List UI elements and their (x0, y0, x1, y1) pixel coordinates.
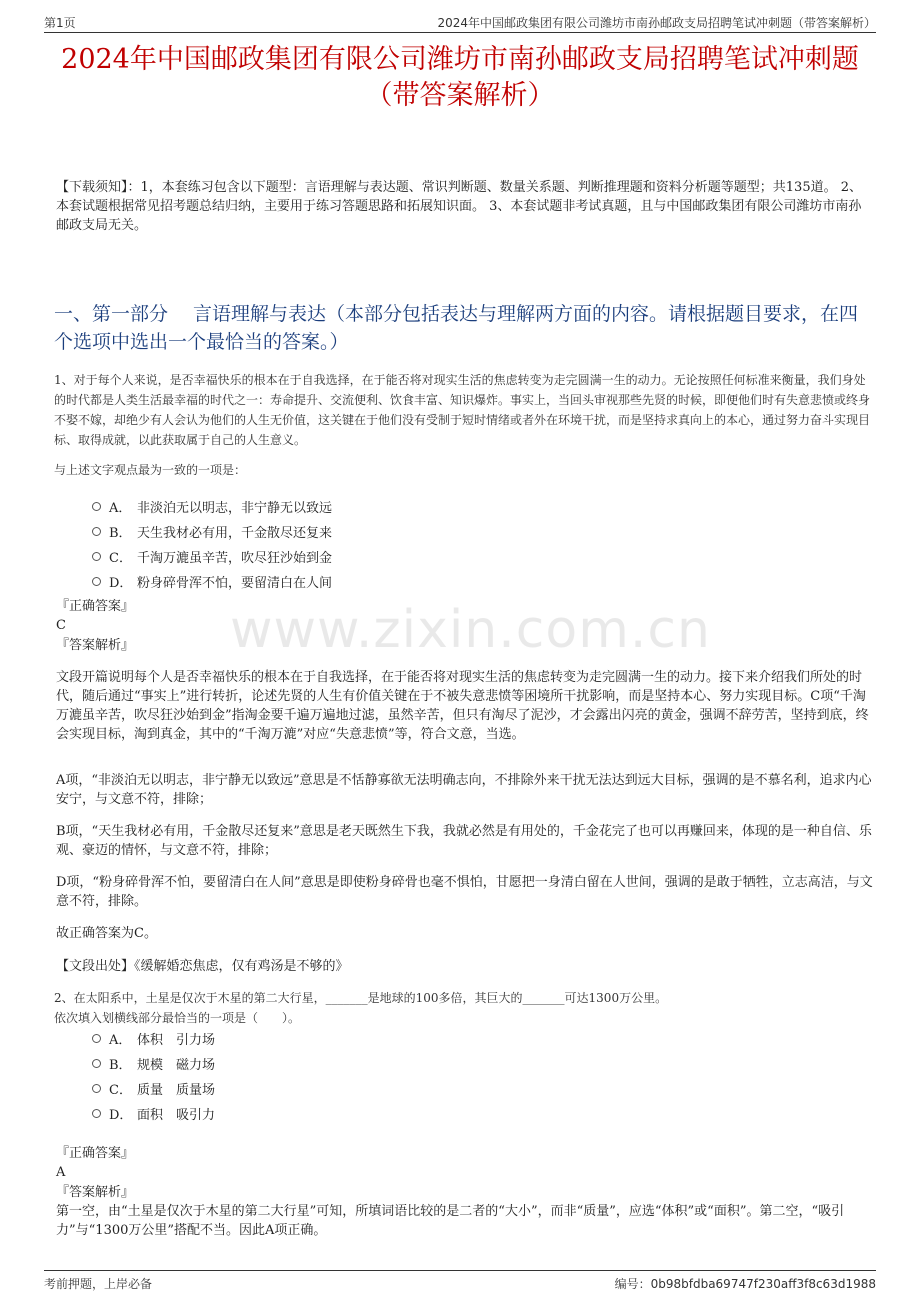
answer-value: C (56, 618, 66, 633)
analysis-paragraph: B项，“天生我材必有用，千金散尽还复来”意思是老天既然生下我，我就必然是有用处的，千金花完了也可以再赚回来，体现的是一种自信、乐观、豪迈的情怀，与文意不符，排除； (56, 824, 872, 858)
page-number: 第1页 (44, 16, 76, 30)
question-1-stem: 1、对于每个人来说，是否幸福快乐的根本在于自我选择，在于能否将对现实生活的焦虑转变为走完圆满一生的动力。无论按照任何标准来衡量，我们身处的时代都是人类生活最幸福的时代之一：寿命提升、交流便利、饮食丰富、知识爆炸。事实上，当回头审视那些先贤的时候，即便他们时有失意悲愤或终身不娶不嫁，却绝少有人会认为他们的人生无价值，这关键在于他们没有受制于短时情绪或者外在环境干扰，而是坚持求真向上的本心，通过努力奋斗实现目标、取得成就，以此获取属于自己的人生意义。 (54, 373, 871, 447)
radio-icon[interactable] (92, 1034, 101, 1043)
question-1-options (92, 494, 332, 594)
watermark: www.zixin.com.cn (230, 600, 711, 660)
option-a[interactable]: A． 非淡泊无以明志，非宁静无以致远 (92, 494, 332, 519)
radio-icon[interactable] (92, 1059, 101, 1068)
download-notice: 【下载须知】：1，本套练习包含以下题型：言语理解与表达题、常识判断题、数量关系题、判断推理题和资料分析题等题型；共135道。 2、本套试题根据常见招考题总结归纳，主要用于练习答题思路和拓展知识面。 3、本套试题非考试真题，且与中国邮政集团有限公司潍坊市南孙邮政支局无关。 (56, 180, 862, 233)
page-header (44, 10, 876, 33)
answer-label: 『正确答案』 (56, 1146, 135, 1161)
question-2-stem: 2、在太阳系中，土星是仅次于木星的第二大行星，_______是地球的100多倍，其巨大的_______可达1300万公里。 (54, 991, 668, 1005)
option-a[interactable]: A． 体积 引力场 (92, 1026, 215, 1051)
footer-slogan: 考前押题，上岸必备 (44, 1277, 153, 1291)
answer-value: A (56, 1165, 66, 1180)
option-d[interactable]: D． 面积 吸引力 (92, 1101, 215, 1126)
radio-icon[interactable] (92, 502, 101, 511)
option-d[interactable]: D． 粉身碎骨浑不怕，要留清白在人间 (92, 569, 332, 594)
question-2-options (92, 1026, 215, 1126)
radio-icon[interactable] (92, 552, 101, 561)
option-c[interactable]: C． 质量 质量场 (92, 1076, 215, 1101)
analysis-paragraph: 文段开篇说明每个人是否幸福快乐的根本在于自我选择，在于能否将对现实生活的焦虑转变为走完圆满一生的动力。接下来介绍我们所处的时代，随后通过“事实上”进行转折，论述先贤的人生有价值关键在于不被失意悲愤等困境所干扰影响，而是坚持本心、努力实现目标。C项“千淘万漉虽辛苦，吹尽狂沙始到金”指淘金要千遍万遍地过滤，虽然辛苦，但只有淘尽了泥沙，才会露出闪亮的黄金，强调不辞劳苦，坚持到底，终会实现目标，淘到真金，其中的“千淘万漉”对应“失意悲愤”等，符合文意，当选。 (56, 670, 869, 742)
radio-icon[interactable] (92, 1109, 101, 1118)
page-footer (44, 1270, 876, 1293)
question-2-prompt: 依次填入划横线部分最恰当的一项是（ ）。 (54, 1011, 301, 1025)
section-heading: 一、第一部分 言语理解与表达（本部分包括表达与理解两方面的内容。请根据题目要求，在四个选项中选出一个最恰当的答案。） (54, 303, 859, 353)
text-source: 【文段出处】《缓解婚恋焦虑，仅有鸡汤是不够的》 (56, 959, 349, 974)
analysis-paragraph: 第一空，由“土星是仅次于木星的第二大行星”可知，所填词语比较的是二者的“大小”，而非“质量”，应选“体积”或“面积”。第二空，“吸引力”与“1300万公里”搭配不当。因此A项正确。 (56, 1204, 845, 1238)
analysis-label: 『答案解析』 (56, 1185, 135, 1200)
analysis-paragraph: A项，“非淡泊无以明志，非宁静无以致远”意思是不恬静寡欲无法明确志向，不排除外来干扰无法达到远大目标，强调的是不慕名利，追求内心安宁，与文意不符，排除； (56, 773, 872, 807)
option-b[interactable]: B． 规模 磁力场 (92, 1051, 215, 1076)
question-1-prompt: 与上述文字观点最为一致的一项是： (54, 463, 247, 477)
option-b[interactable]: B． 天生我材必有用，千金散尽还复来 (92, 519, 332, 544)
radio-icon[interactable] (92, 1084, 101, 1093)
header-doc-title: 2024年中国邮政集团有限公司潍坊市南孙邮政支局招聘笔试冲刺题（带答案解析） (437, 16, 876, 30)
option-c[interactable]: C． 千淘万漉虽辛苦，吹尽狂沙始到金 (92, 544, 332, 569)
radio-icon[interactable] (92, 577, 101, 586)
analysis-paragraph: D项，“粉身碎骨浑不怕，要留清白在人间”意思是即使粉身碎骨也毫不惧怕，甘愿把一身清白留在人世间，强调的是敢于牺牲，立志高洁，与文意不符，排除。 (56, 875, 873, 909)
document-title: 2024年中国邮政集团有限公司潍坊市南孙邮政支局招聘笔试冲刺题（带答案解析） (61, 44, 859, 111)
answer-label: 『正确答案』 (56, 599, 135, 614)
radio-icon[interactable] (92, 527, 101, 536)
analysis-label: 『答案解析』 (56, 638, 135, 653)
analysis-paragraph: 故正确答案为C。 (56, 926, 157, 941)
document-id: 编号：0b98bfdba69747f230aff3f8c63d1988 (614, 1277, 876, 1291)
